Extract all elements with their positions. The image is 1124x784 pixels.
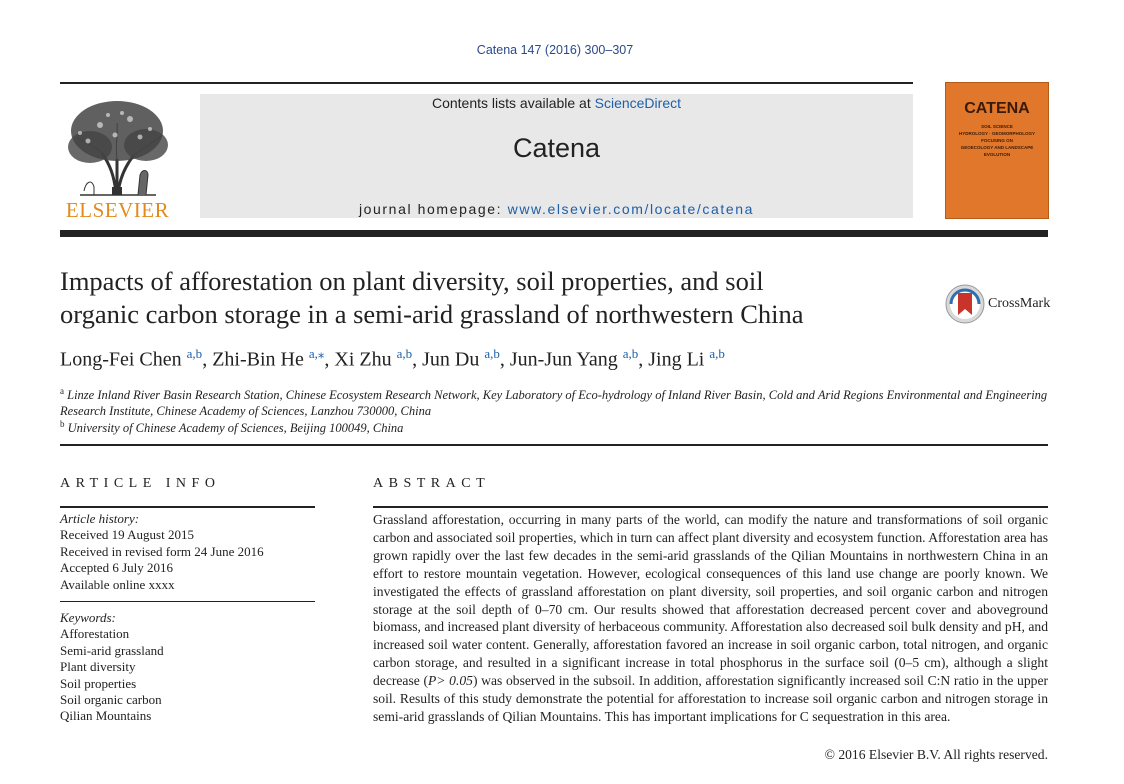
keyword-item: Soil properties [60, 675, 137, 691]
journal-citation[interactable]: Catena 147 (2016) 300–307 [476, 43, 634, 57]
cover-subtitle-line: GEOECOLOGY AND LANDSCAPE EVOLUTION [960, 145, 1034, 157]
journal-name: Catena [512, 133, 601, 163]
elsevier-wordmark: ELSEVIER [65, 198, 170, 222]
author-affil-marker[interactable]: a,b [622, 346, 639, 361]
abstract-rule [373, 506, 1048, 508]
contents-line [200, 95, 913, 111]
affiliation-a [60, 383, 1050, 419]
header-thick-rule [60, 230, 1048, 237]
keyword-item: Afforestation [60, 626, 130, 642]
cover-subtitle-line: HYDROLOGY · GEOMORPHOLOGY [959, 131, 1035, 136]
article-title [60, 265, 930, 331]
crossmark-label[interactable]: CrossMark [988, 296, 1051, 311]
history-label: Article history: [60, 511, 140, 526]
cover-title: CATENA [964, 100, 1030, 117]
history-item: Available online xxxx [60, 576, 175, 592]
crossmark-icon[interactable] [945, 284, 985, 324]
affiliation-marker: a [60, 386, 64, 396]
abstract-heading: ABSTRACT [373, 476, 491, 491]
author-name[interactable]: Jun Du [422, 348, 480, 371]
history-item: Received in revised form 24 June 2016 [60, 543, 264, 559]
keyword-item: Soil organic carbon [60, 692, 162, 708]
article-title-line: Impacts of afforestation on plant diversity, soil properties, and soil [60, 266, 764, 296]
author-affil-marker[interactable]: a,b [186, 346, 203, 361]
author-name[interactable]: Jing Li [648, 348, 705, 371]
keyword-item: Qilian Mountains [60, 708, 152, 724]
article-info-rule [60, 506, 315, 508]
history-item: Accepted 6 July 2016 [60, 560, 174, 576]
journal-homepage-line [200, 201, 913, 217]
author-affil-marker[interactable]: a,b [484, 346, 500, 361]
cover-subtitle-line: SOIL SCIENCE [981, 124, 1013, 129]
author-list: Long-Fei Chen $^{a,b}$, Zhi-Bin He $^{a,⁎}$, Xi Zhu $^{a,b}$, Jun Du $^{a,b}$, Jun-Jun Yang $^{a,b}$, Jing Li $^{a,b}$ [60, 346, 725, 371]
affiliation-text: University of Chinese Academy of Sciences, Beijing 100049, China [67, 421, 404, 436]
author-affil-marker[interactable]: a,⁎ [308, 346, 325, 361]
section-divider [60, 444, 1048, 446]
author-name[interactable]: Xi Zhu [334, 348, 392, 371]
author-name[interactable]: Zhi-Bin He [212, 348, 304, 371]
abstract-p-value: P> 0.05 [428, 673, 473, 689]
article-history [60, 511, 315, 593]
abstract-body-part2: ) was observed in the subsoil. In addition, afforestation significantly increased soil C:N ratio in the upper soil. Results of this study demonstrate the potential for afforestation to increase soil organic carbon and nitrogen storage in semi-arid grasslands of Qilian Mountains. This has important implications for C sequestration in this area. [373, 673, 1048, 724]
author-name[interactable]: Long-Fei Chen [60, 348, 182, 371]
keyword-item: Semi-arid grassland [60, 642, 164, 658]
journal-homepage-link[interactable]: www.elsevier.com/locate/catena [507, 201, 755, 217]
homepage-prefix: journal homepage: [358, 201, 508, 217]
article-title-line: organic carbon storage in a semi-arid grassland of northwestern China [60, 299, 804, 329]
sciencedirect-link[interactable]: ScienceDirect [594, 95, 681, 111]
header-rule [60, 82, 913, 84]
abstract-body-part1: Grassland afforestation, occurring in many parts of the world, can modify the nature and transformations of soil organic carbon and associated soil properties, which in turn can affect plant diversity and ecosystem function. Afforestation area has grown rapidly over the last few decades in the semi-arid grasslands of the Qilian Mountains in northwestern China in an effort to restore mountain vegetation. However, ecological consequences of this land use change are poorly known. We investigated the effects of grassland afforestation on plant diversity, soil properties, and soil organic carbon and nitrogen storage at the soil depth of 0–70 cm. Our results showed that afforestation decreased percent cover and aboveground biomass, and increased plant diversity of herbaceous community. Afforestation also decreased soil bulk density and pH, and increased soil water content. Generally, afforestation favored an increase in soil organic carbon, total nitrogen, and organic carbon storage, and resulted in a significant increase in total phosphorus in the surface soil (0–5 cm), although a slight decrease ( [373, 512, 1048, 689]
cover-subtitle [950, 123, 1044, 158]
keywords-block [60, 610, 315, 725]
affiliation-b [60, 416, 1050, 436]
cover-subtitle-line: FOCUSING ON [981, 138, 1013, 143]
copyright-notice: © 2016 Elsevier B.V. All rights reserved. [824, 747, 1048, 762]
keywords-label: Keywords: [60, 610, 116, 625]
history-item: Received 19 August 2015 [60, 527, 194, 543]
abstract-text [373, 511, 1048, 726]
author-name[interactable]: Jun-Jun Yang [509, 348, 618, 371]
keywords-rule [60, 601, 315, 602]
article-info-heading: ARTICLE INFO [60, 476, 221, 491]
author-affil-marker[interactable]: a,b [396, 346, 413, 361]
affiliation-text: Linze Inland River Basin Research Station, Chinese Ecosystem Research Network, Key Laboratory of Eco-hydrology of Inland River Basin, Cold and Arid Regions Environmental and Engineering Research Institute, Chinese Academy of Sciences, Lanzhou 730000, China [60, 388, 1048, 419]
affiliation-marker: b [60, 419, 65, 429]
contents-prefix: Contents lists available at [431, 95, 595, 111]
author-affil-marker[interactable]: a,b [709, 346, 725, 361]
keyword-item: Plant diversity [60, 659, 136, 675]
